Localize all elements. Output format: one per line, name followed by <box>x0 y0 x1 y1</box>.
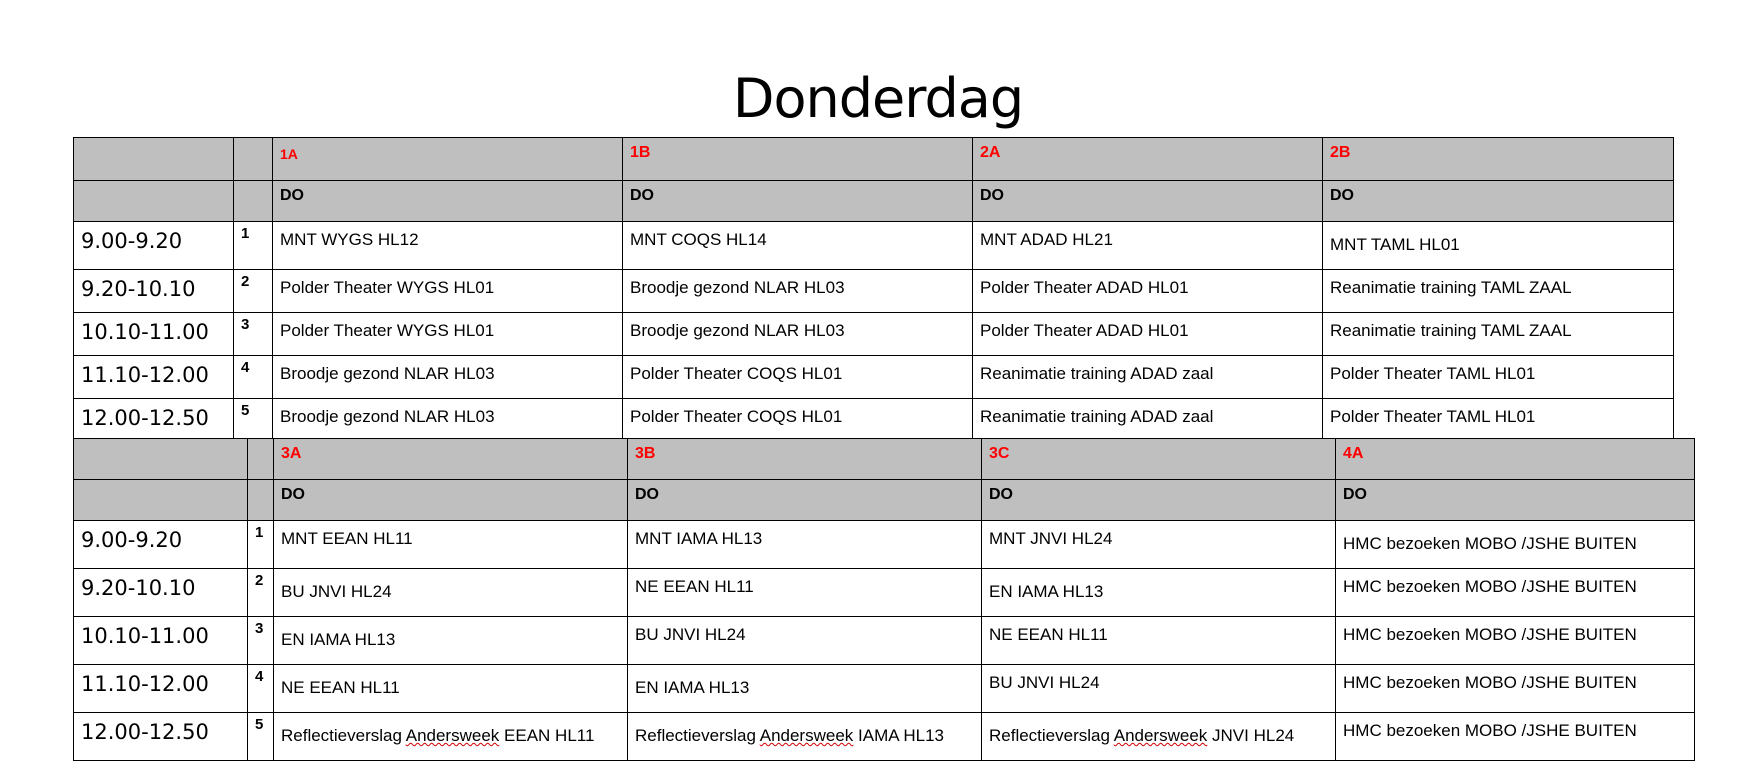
day-header-row <box>74 181 1674 222</box>
lesson-cell: Reanimatie training ADAD zaal <box>973 356 1323 399</box>
header-blank-cell <box>74 138 234 181</box>
table-row <box>74 521 1695 569</box>
lesson-cell: MNT IAMA HL13 <box>628 521 982 569</box>
lesson-cell: BU JNVI HL24 <box>628 617 982 665</box>
lesson-cell: Broodje gezond NLAR HL03 <box>623 270 973 313</box>
lesson-cell: MNT EEAN HL11 <box>274 521 628 569</box>
lesson-cell: MNT WYGS HL12 <box>273 222 623 270</box>
header-blank-cell <box>234 181 273 222</box>
lesson-cell: NE EEAN HL11 <box>982 617 1336 665</box>
lesson-cell: Polder Theater TAML HL01 <box>1323 399 1674 442</box>
lesson-cell: EN IAMA HL13 <box>982 569 1336 617</box>
header-blank-cell <box>234 138 273 181</box>
schedule-table-2 <box>73 438 1695 761</box>
lesson-cell: Polder Theater WYGS HL01 <box>273 313 623 356</box>
time-slot: 11.10-12.00 <box>74 356 234 399</box>
day-label: DO <box>273 181 623 222</box>
header-blank-cell <box>74 480 248 521</box>
period-number: 2 <box>248 569 274 617</box>
time-slot: 10.10-11.00 <box>74 617 248 665</box>
lesson-cell: Polder Theater ADAD HL01 <box>973 270 1323 313</box>
lesson-cell: BU JNVI HL24 <box>982 665 1336 713</box>
spellcheck-marked-word: Andersweek <box>1113 726 1208 745</box>
class-header-row <box>74 439 1695 480</box>
period-number: 3 <box>234 313 273 356</box>
class-label: 3B <box>628 439 982 480</box>
lesson-cell: MNT TAML HL01 <box>1323 222 1674 270</box>
lesson-cell: Reanimatie training TAML ZAAL <box>1323 313 1674 356</box>
lesson-cell: HMC bezoeken MOBO /JSHE BUITEN <box>1336 569 1695 617</box>
cell-text-post: IAMA HL13 <box>853 726 945 745</box>
time-slot: 9.00-9.20 <box>74 222 234 270</box>
spellcheck-marked-word: Andersweek <box>759 726 854 745</box>
lesson-cell: Polder Theater TAML HL01 <box>1323 356 1674 399</box>
lesson-cell: NE EEAN HL11 <box>628 569 982 617</box>
lesson-cell: MNT JNVI HL24 <box>982 521 1336 569</box>
table-row <box>74 713 1695 761</box>
day-label: DO <box>623 181 973 222</box>
lesson-cell: HMC bezoeken MOBO /JSHE BUITEN <box>1336 617 1695 665</box>
lesson-cell: Reanimatie training ADAD zaal <box>973 399 1323 442</box>
lesson-cell: Polder Theater COQS HL01 <box>623 399 973 442</box>
class-label: 2B <box>1323 138 1674 181</box>
time-slot: 12.00-12.50 <box>74 399 234 442</box>
lesson-cell: Polder Theater ADAD HL01 <box>973 313 1323 356</box>
table-row <box>74 270 1674 313</box>
table-row <box>74 617 1695 665</box>
lesson-cell: MNT ADAD HL21 <box>973 222 1323 270</box>
schedule-table-1 <box>73 137 1674 442</box>
table-row <box>74 399 1674 442</box>
cell-text-pre: Reflectieverslag <box>281 726 406 745</box>
day-header-row <box>74 480 1695 521</box>
period-number: 1 <box>248 521 274 569</box>
day-label: DO <box>1323 181 1674 222</box>
table-row <box>74 313 1674 356</box>
table-row <box>74 665 1695 713</box>
day-label: DO <box>1336 480 1695 521</box>
header-blank-cell <box>248 439 274 480</box>
lesson-cell: HMC bezoeken MOBO /JSHE BUITEN <box>1336 521 1695 569</box>
lesson-cell: EN IAMA HL13 <box>628 665 982 713</box>
period-number: 4 <box>234 356 273 399</box>
cell-text-pre: Reflectieverslag <box>635 726 760 745</box>
class-label: 1B <box>623 138 973 181</box>
spellcheck-marked-word: Andersweek <box>405 726 500 745</box>
lesson-cell: Polder Theater COQS HL01 <box>623 356 973 399</box>
time-slot: 9.20-10.10 <box>74 270 234 313</box>
time-slot: 9.20-10.10 <box>74 569 248 617</box>
table-row <box>74 222 1674 270</box>
cell-text-post: JNVI HL24 <box>1207 726 1295 745</box>
lesson-cell: HMC bezoeken MOBO /JSHE BUITEN <box>1336 713 1695 761</box>
lesson-cell: BU JNVI HL24 <box>274 569 628 617</box>
day-label: DO <box>982 480 1336 521</box>
class-label: 2A <box>973 138 1323 181</box>
header-blank-cell <box>74 439 248 480</box>
lesson-cell: Broodje gezond NLAR HL03 <box>273 356 623 399</box>
lesson-cell <box>982 713 1336 761</box>
period-number: 2 <box>234 270 273 313</box>
cell-text-pre: Reflectieverslag <box>989 726 1114 745</box>
class-label: 1A <box>273 138 623 181</box>
day-label: DO <box>274 480 628 521</box>
class-label: 3C <box>982 439 1336 480</box>
class-header-row <box>74 138 1674 181</box>
lesson-cell: Reanimatie training TAML ZAAL <box>1323 270 1674 313</box>
table-row <box>74 356 1674 399</box>
table-row <box>74 569 1695 617</box>
header-blank-cell <box>248 480 274 521</box>
lesson-cell: MNT COQS HL14 <box>623 222 973 270</box>
lesson-cell <box>628 713 982 761</box>
lesson-cell: Broodje gezond NLAR HL03 <box>623 313 973 356</box>
period-number: 5 <box>234 399 273 442</box>
lesson-cell: HMC bezoeken MOBO /JSHE BUITEN <box>1336 665 1695 713</box>
time-slot: 11.10-12.00 <box>74 665 248 713</box>
time-slot: 9.00-9.20 <box>74 521 248 569</box>
class-label: 3A <box>274 439 628 480</box>
header-blank-cell <box>74 181 234 222</box>
lesson-cell: EN IAMA HL13 <box>274 617 628 665</box>
time-slot: 10.10-11.00 <box>74 313 234 356</box>
period-number: 4 <box>248 665 274 713</box>
lesson-cell: Broodje gezond NLAR HL03 <box>273 399 623 442</box>
lesson-cell: Polder Theater WYGS HL01 <box>273 270 623 313</box>
time-slot: 12.00-12.50 <box>74 713 248 761</box>
period-number: 3 <box>248 617 274 665</box>
period-number: 5 <box>248 713 274 761</box>
day-label: DO <box>973 181 1323 222</box>
cell-text-post: EEAN HL11 <box>499 726 595 745</box>
lesson-cell: NE EEAN HL11 <box>274 665 628 713</box>
period-number: 1 <box>234 222 273 270</box>
class-label: 4A <box>1336 439 1695 480</box>
day-label: DO <box>628 480 982 521</box>
page-title: Donderdag <box>732 67 1024 130</box>
lesson-cell <box>274 713 628 761</box>
